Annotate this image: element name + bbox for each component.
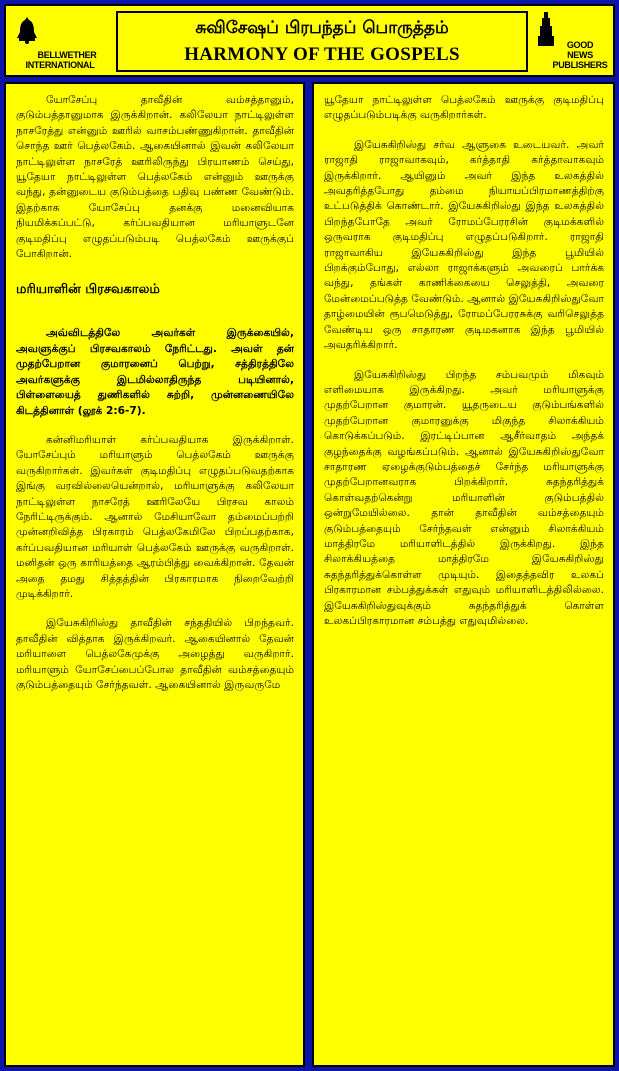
logo-right-line2: PUBLISHERS bbox=[552, 60, 608, 70]
logo-left-line1: BELLWETHER bbox=[37, 50, 97, 60]
tower-icon bbox=[537, 12, 555, 46]
section-heading: மரியாளின் பிரசவகாலம் bbox=[16, 282, 160, 298]
bell-icon bbox=[16, 16, 38, 44]
right-column bbox=[312, 82, 615, 1067]
right-paragraph-2: இயேசுகிறிஸ்து சர்வ ஆளுகை உடையவர். அவர் ராஜாதி ராஜாவாகவும், கர்த்தாதி கர்த்தாவாகவும் இருக்கிறார். ஆயினும் அவர் இந்த உலகத்தில் அவதரித்தபோது தம்மை நியாயப்பிரமாணத்திற்கு உட்படுத்திக் கொண்டார். இயேசுகிறிஸ்து இந்த உலகத்தில் பிறந்தபோதே அவர் ரோமப்பேரரசின் குடிமக்களில் ஒருவராக குடிமதிப்பு எழுதப்படுகிறார். ராஜாதி ராஜாவாகிய இயேசுகிறிஸ்து இந்த பூமியில் பிறக்கும்போது, எல்லா ராஜாக்களும் அவரைப் பார்க்க வந்து, தங்கள் காணிக்கையை செலுத்தி, அவரை மேன்மைப்படுத்த வேண்டும். ஆனால் இயேசுகிறிஸ்துவோ தாழ்மையின் ரூபமெடுத்து, ரோமப்பேரரசுக்கு வரிசெலுத்த வேண்டிய ஒரு சாதாரண குடிமகனாக இந்த பூமியில் அவதரிக்கிறார். bbox=[324, 138, 604, 352]
page-title-english: HARMONY OF THE GOSPELS bbox=[184, 44, 460, 65]
header-banner bbox=[4, 4, 615, 77]
good-news-logo bbox=[537, 12, 607, 70]
right-paragraph-3: இயேசுகிறிஸ்து பிறந்த சம்பவமும் மிகவும் எளிமையாக இருக்கிறது. அவர் மரியாளுக்கு முதற்பேறான குமாரன். யூதருடைய குடும்பங்களில் முதற்பேறான குமாரனுக்கு மிகுந்த சிலாக்கியம் கொடுக்கப்படும். இரட்டிப்பான ஆசீர்வாதம் அந்தக் குழந்தைக்கு வழங்கப்படும். ஆனால் இயேசுகிறிஸ்துவோ சாதாரண ஏழைக்குடும்பத்தைச் சேர்ந்த மரியாளுக்கு முதற்பேறானவராக பிறக்கிறார். சுதந்தரித்துக் கொள்வதற்கென்று மரியாளின் குடும்பத்தில் ஒன்றுமேயில்லை. தான் தாவீதின் வம்சத்தையும் குடும்பத்தையும் சேர்ந்தவள் என்னும் சிலாக்கியம் மாத்திரமே மரியாளிடத்தில் இருக்கிறது. இந்த சிலாக்கியத்தை மாத்திரமே இயேசுகிறிஸ்து சுதந்தரித்துக்கொள்ள முடியும். இதைத்தவிர உலகப் பிரகாரமான சம்பத்துக்கள் எதுவும் மரியாளிடத்திலில்லை. இயேசுகிறிஸ்துவுக்கும் சுதந்தரித்துக் கொள்ள உலகப்பிரகாரமான சம்பத்து எதுவுமில்லை. bbox=[324, 368, 604, 627]
logo-right-line1: GOOD NEWS bbox=[566, 40, 594, 60]
logo-left-line2: INTERNATIONAL bbox=[25, 60, 95, 70]
scripture-quote: அவ்விடத்திலே அவர்கள் இருக்கையில், அவளுக்குப் பிரசவகாலம் நேரிட்டது. அவள் தன் முதற்பேறான குமாரனைப் பெற்று, சத்திரத்திலே அவர்களுக்கு இடமில்லாதிருந்த படியினால், பிள்ளையைத் துணிகளில் சுற்றி, முன்னணையிலே கிடத்தினாள் (லூக் 2:6-7). bbox=[16, 327, 294, 417]
right-paragraph-1: யூதேயா நாட்டிலுள்ள பெத்லகேம் ஊருக்கு குடிமதிப்பு எழுதப்படும்படிக்கு வருகிறார்கள். bbox=[324, 94, 604, 122]
page-title-tamil: சுவிசேஷப் பிரபந்தப் பொருத்தம் bbox=[195, 18, 449, 38]
left-paragraph-3: கன்னிமரியாள் கர்ப்பவதியாக இருக்கிறாள். யோசேப்பும் மரியாளும் பெத்லகேம் ஊருக்கு வருகிறார்கள். இவர்கள் குடிமதிப்பு எழுதப்படுவதற்காக இங்கு வரவில்லையென்றால், மரியாளுக்கு கலிலேயா நாட்டிலுள்ள நாசரேத் ஊரிலேயே பிரசவ காலம் நேரிட்டிருக்கும். ஆனால் மேசியாவோ தம்மைப்பற்றி முன்னறிவித்த பிரகாரம் பெத்லகேமிலே பிறப்பதற்காக, கர்ப்பவதியான மரியாள் பெத்லகேம் ஊருக்கு வருகிறாள். மனிதன் ஒரு காரியத்தை ஆரம்பித்து வைக்கிறான். தேவன் அதை தமது சித்தத்தின் பிரகாரமாக நிறைவேற்றி முடிக்கிறார். bbox=[16, 433, 294, 600]
left-paragraph-4: இயேசுகிறிஸ்து தாவீதின் சந்ததியில் பிறந்தவர். தாவீதின் வித்தாக இருக்கிறவர். ஆகையினால் தேவன் மரியாளை பெத்லகேமுக்கு அழைத்து வருகிறார். மரியாளும் யோசேப்பைப்போல தாவீதின் வம்சத்தையும் குடும்பத்தையும் சேர்ந்தவள். ஆகையினால் இருவருமே bbox=[16, 617, 294, 691]
left-column bbox=[4, 82, 305, 1067]
bellwether-logo bbox=[14, 12, 106, 70]
left-paragraph-1: யோசேப்பு தாவீதின் வம்சத்தானும், குடும்பத்தானுமாக இருக்கிறான். கலிலேயா நாட்டிலுள்ள நாசரேத்து என்னும் ஊரில் வாசம்பண்ணுகிறான். தாவீதின் சொந்த ஊர் பெத்லகேம். ஆகையினால் இவன் கலிலேயா நாட்டிலுள்ள நாசரேத் ஊரிலிருந்து பிரயாணம் செய்து, யூதேயா நாட்டிலுள்ள பெத்லகேம் என்னும் ஊருக்கு வந்து, தன்னுடைய குடும்பத்தை பதிவு பண்ண வேண்டும். இதற்காக யோசேப்பு தனக்கு மனைவியாக நியமிக்கப்பட்டு, கர்ப்பவதியான மரியாளுடனே குடிமதிப்பு எழுதப்படும்படி பெத்லகேம் ஊருக்குப் போகிறான். bbox=[16, 94, 294, 261]
title-box bbox=[116, 11, 528, 72]
